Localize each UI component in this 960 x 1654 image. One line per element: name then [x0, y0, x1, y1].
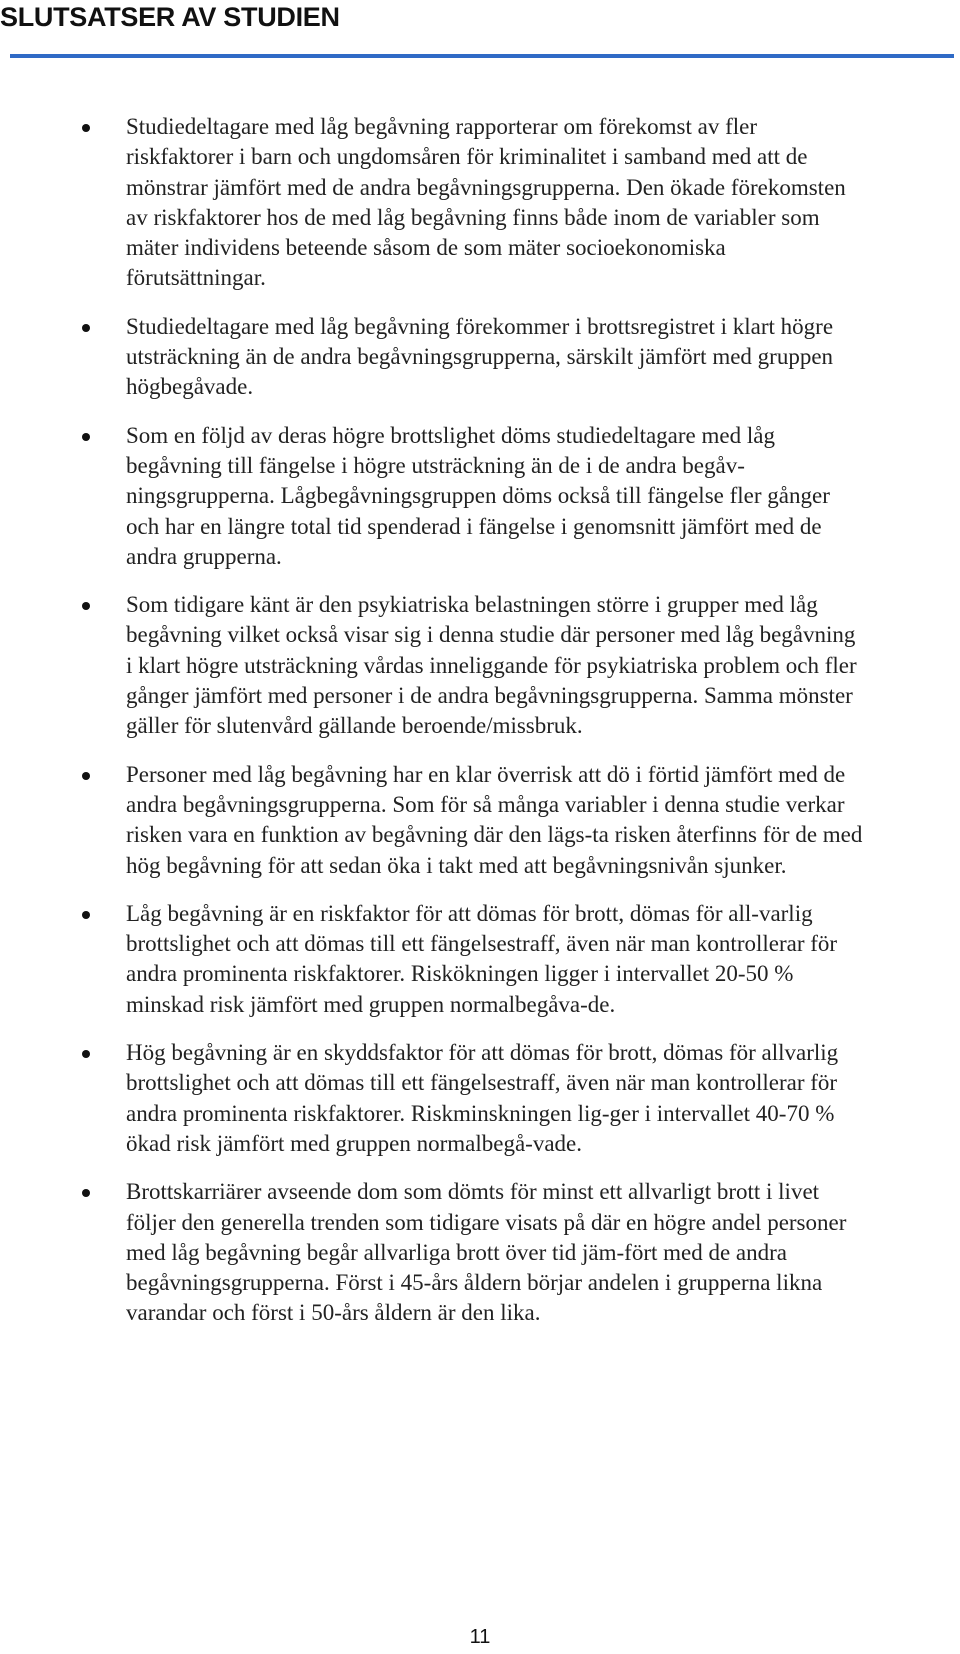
list-item: [0, 112, 960, 294]
list-item: [0, 312, 960, 403]
bullet-icon: [82, 1189, 90, 1197]
bullet-icon: [82, 124, 90, 132]
bullet-icon: [82, 911, 90, 919]
conclusions-list: [0, 112, 960, 1347]
list-item: [0, 1038, 960, 1159]
header-divider: [10, 54, 954, 58]
list-item-text: Brottskarriärer avseende dom som dömts för minst ett allvarligt brott i livet följer den generella trenden som tidigare visats på där en högre andel personer med låg begåvning begår allvarliga brott över tid jäm-fört med de andra begåvningsgrupperna. Först i 45-års åldern börjar andelen i grupperna likna varandar och först i 50-års åldern är den lika.: [126, 1179, 847, 1326]
list-item: [0, 1177, 960, 1328]
list-item-text: Studiedeltagare med låg begåvning rapporterar om förekomst av fler riskfaktorer i barn och ungdomsåren för kriminalitet i samband med att de mönstrar jämfört med de andra begåvningsgrupperna. Den ökade förekomsten av riskfaktorer hos de med låg begåvning finns både inom de variabler som mäter individens beteende såsom de som mäter socioekonomiska förutsättningar.: [126, 114, 846, 291]
bullet-icon: [82, 433, 90, 441]
page-title: SLUTSATSER AV STUDIEN: [0, 2, 340, 32]
list-item: [0, 421, 960, 572]
page-number: 11: [469, 1626, 491, 1648]
list-item: [0, 899, 960, 1020]
list-item-text: Som tidigare känt är den psykiatriska belastningen större i grupper med låg begåvning vilket också visar sig i denna studie där personer med låg begåvning i klart högre utsträckning vårdas inneliggande för psykiatriska problem och fler gånger jämfört med personer i de andra begåvningsgrupperna. Samma mönster gäller för slutenvård gällande beroende/missbruk.: [126, 592, 857, 739]
list-item-text: Låg begåvning är en riskfaktor för att dömas för brott, dömas för all-varlig brottslighet och att dömas till ett fängelsestraff, även när man kontrollerar för andra prominenta riskfaktorer. Riskökningen ligger i intervallet 20-50 % minskad risk jämfört med gruppen normalbegåva-de.: [126, 900, 838, 1017]
bullet-icon: [82, 602, 90, 610]
list-item-text: Personer med låg begåvning har en klar överrisk att dö i förtid jämfört med de andra begåvningsgrupperna. Som för så många variabler i denna studie verkar risken vara en funktion av begåvning där den lägs-ta risken återfinns för de med hög begåvning för att sedan öka i takt med att begåvningsnivån sjunker.: [126, 761, 863, 878]
page-header: [0, 0, 960, 62]
bullet-icon: [82, 772, 90, 780]
bullet-icon: [82, 1050, 90, 1058]
list-item-text: Som en följd av deras högre brottslighet döms studiedeltagare med låg begåvning till fängelse i högre utsträckning än de i de andra begåv-ningsgrupperna. Lågbegåvningsgruppen döms också till fängelse fler gånger och har en längre total tid spenderad i fängelse i genomsnitt jämfört med de andra grupperna.: [126, 422, 830, 569]
list-item-text: Hög begåvning är en skyddsfaktor för att dömas för brott, dömas för allvarlig brottslighet och att dömas till ett fängelsestraff, även när man kontrollerar för andra prominenta riskfaktorer. Riskminskningen lig-ger i intervallet 40-70 % ökad risk jämfört med gruppen normalbegå-vade.: [126, 1040, 839, 1156]
list-item: [0, 760, 960, 881]
list-item: [0, 590, 960, 741]
list-item-text: Studiedeltagare med låg begåvning förekommer i brottsregistret i klart högre utsträckning än de andra begåvningsgrupperna, särskilt jämfört med gruppen högbegåvade.: [126, 313, 834, 400]
bullet-icon: [82, 324, 90, 332]
